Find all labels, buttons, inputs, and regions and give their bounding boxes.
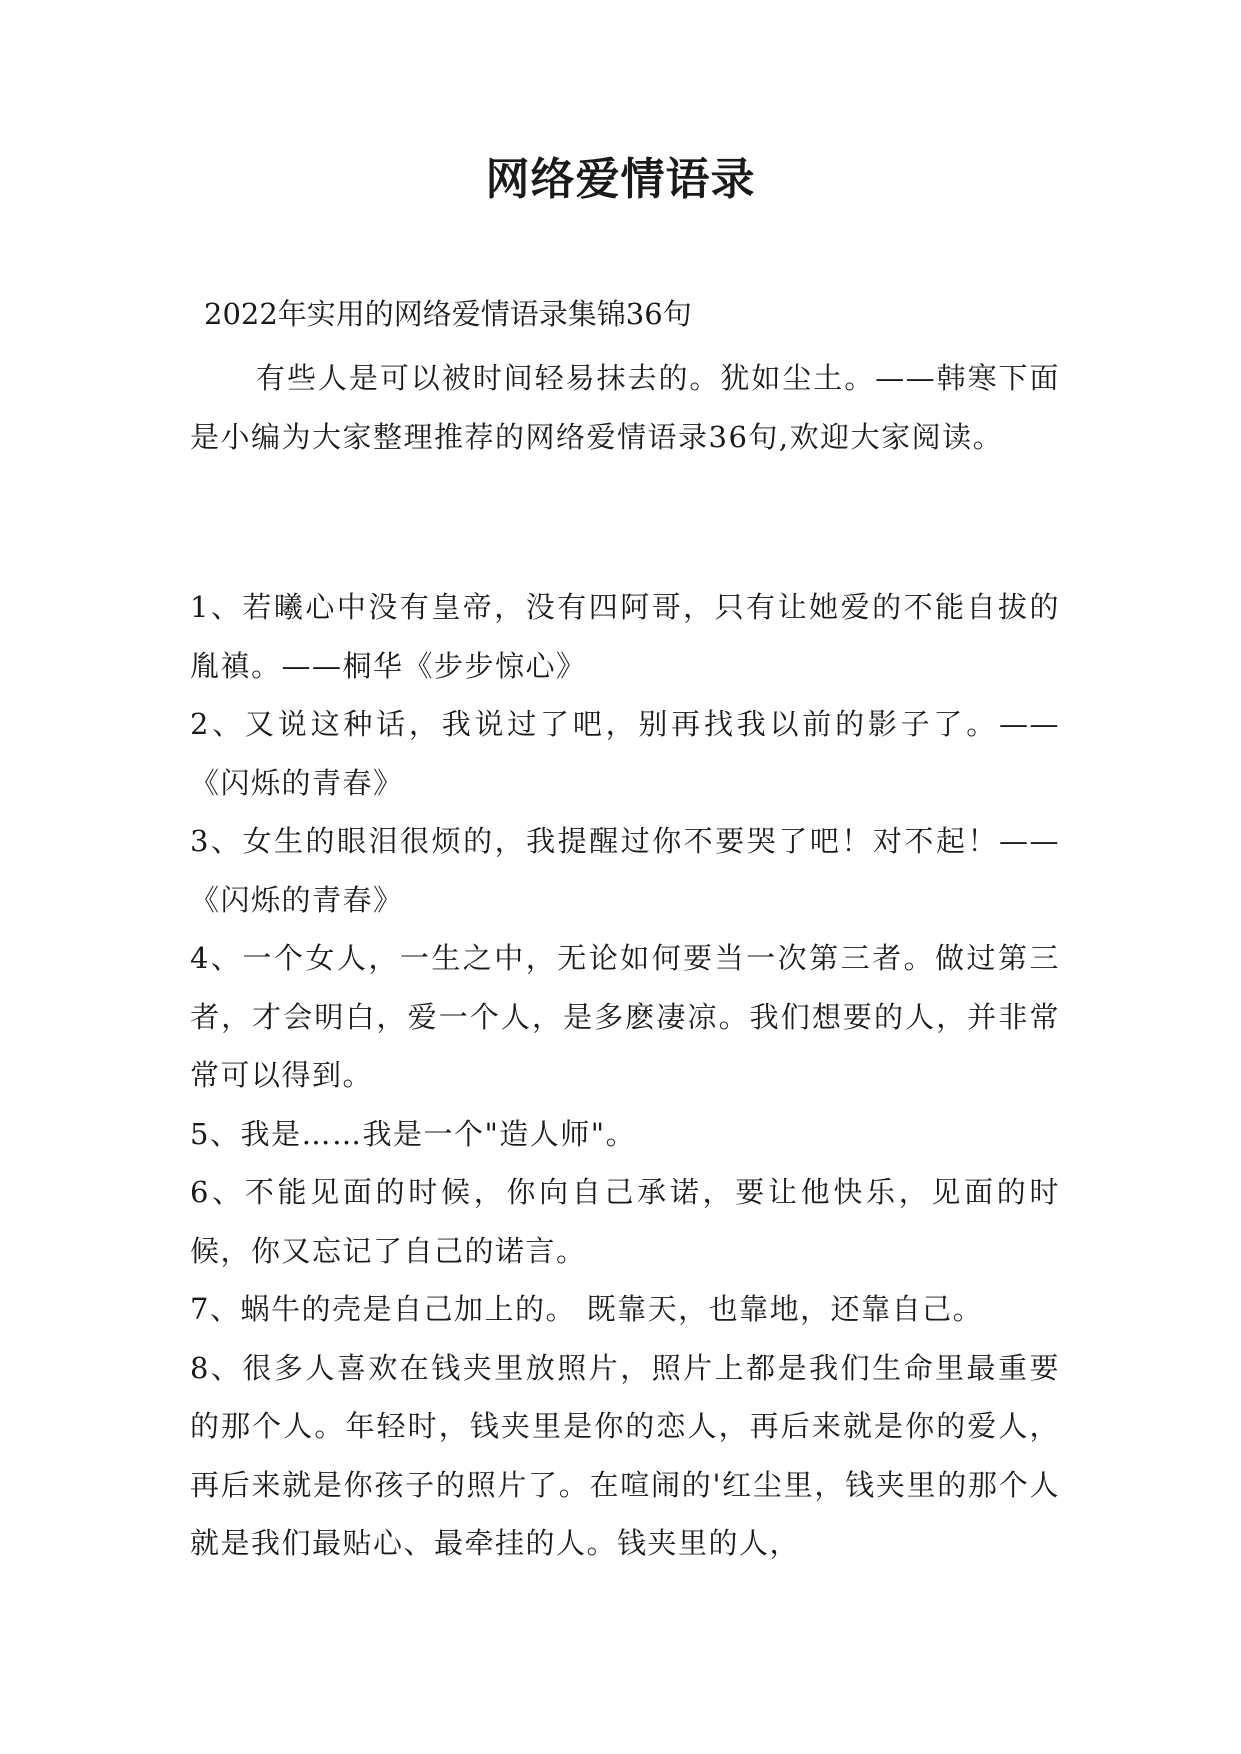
list-item: 4、一个女人，一生之中，无论如何要当一次第三者。做过第三者，才会明白，爱一个人，是多麽凄凉。我们想要的人，并非常常可以得到。 [190,941,1060,1092]
list-item: 7、蜗牛的壳是自己加上的。 既靠天，也靠地，还靠自己。 [190,1292,984,1326]
list-item: 8、很多人喜欢在钱夹里放照片，照片上都是我们生命里最重要的那个人。年轻时，钱夹里是你的恋人，再后来就是你的爱人，再后来就是你孩子的照片了。在喧闹的'红尘里，钱夹里的那个人就是我们最贴心、最牵挂的人。钱夹里的人， [190,1350,1060,1560]
list-item: 6、不能见面的时候，你向自己承诺，要让他快乐，见面的时候，你又忘记了自己的诺言。 [190,1175,1060,1268]
document-subtitle: 2022年实用的网络爱情语录集锦36句 [204,297,692,331]
intro-text: 有些人是可以被时间轻易抹去的。犹如尘土。——韩寒下面是小编为大家整理推荐的网络爱情语录36句,欢迎大家阅读。 [190,361,1060,454]
list-item: 3、女生的眼泪很烦的，我提醒过你不要哭了吧！对不起！——《闪烁的青春》 [190,824,1060,917]
list-item: 1、若曦心中没有皇帝，没有四阿哥，只有让她爱的不能自拔的胤禛。——桐华《步步惊心》 [190,590,1060,683]
list-item: 5、我是……我是一个"造人师"。 [190,1116,637,1151]
quote-list [190,578,1060,1573]
list-item: 2、又说这种话，我说过了吧，别再找我以前的影子了。——《闪烁的青春》 [190,707,1060,800]
intro-paragraph [190,349,1060,466]
document-title: 网络爱情语录 [485,154,756,205]
